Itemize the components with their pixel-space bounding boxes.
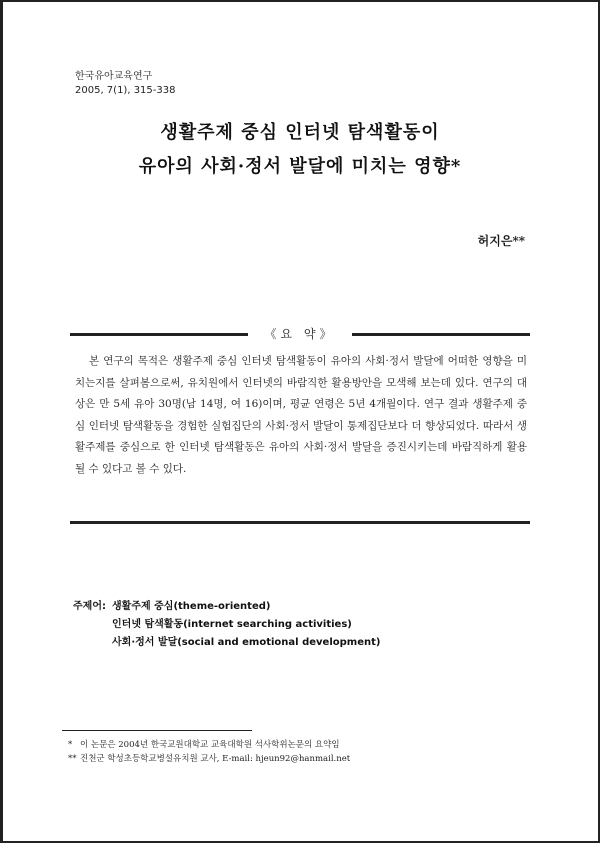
footnote-mark: ** (68, 754, 77, 764)
footnotes (68, 738, 350, 766)
keyword-item: 사회·정서 발달(social and emotional development) (112, 637, 381, 648)
footnote (68, 738, 350, 752)
abstract-top-rule-left (70, 333, 248, 336)
journal-info (75, 70, 175, 98)
keyword-row (73, 616, 380, 634)
abstract-body (75, 351, 527, 480)
footnote-text: 진천군 학성초등학교병설유치원 교사, E-mail: hjeun92@hanmail.net (80, 754, 351, 764)
keyword-item: 생활주제 중심(theme-oriented) (112, 601, 271, 612)
keywords-label: 주제어: (73, 601, 106, 612)
abstract-heading: 《요 약》 (264, 327, 336, 341)
keyword-row (73, 634, 380, 652)
journal-citation: 2005, 7(1), 315-338 (75, 85, 176, 96)
journal-name: 한국유아교육연구 (75, 71, 153, 82)
abstract-bottom-rule (70, 521, 530, 524)
footnote-mark: * (68, 740, 73, 750)
abstract-text: 본 연구의 목적은 생활주제 중심 인터넷 탐색활동이 유아의 사회·정서 발달에 어떠한 영향을 미치는지를 살펴봄으로써, 유치원에서 인터넷의 바람직한 활용방안을 모색해 보는데 있다. 연구의 대상은 만 5세 유아 30명(남 14명, 여 16)이며, 평균 연령은 5년 4개월이다. 연구 결과 생활주제 중심 인터넷 탐색활동을 경험한 실험집단의 사회·정서 발달이 통제집단보다 더 향상되었다. 따라서 생활주제를 중심으로 한 인터넷 탐색활동은 유아의 사회·정서 발달을 증진시키는데 바람직하게 활용될 수 있다고 볼 수 있다. (75, 355, 527, 475)
keyword-item: 인터넷 탐색활동(internet searching activities) (112, 619, 352, 630)
footnote-rule (62, 730, 252, 731)
footnote (68, 752, 350, 766)
footnote-text: 이 논문은 2004년 한국교원대학교 교육대학원 석사학위논문의 요약임 (80, 740, 340, 750)
paper-title-line-2: 유아의 사회·정서 발달에 미치는 영향* (138, 156, 462, 177)
keyword-row (73, 598, 380, 616)
author-name: 허지은** (477, 234, 525, 248)
abstract-top-rule-right (352, 333, 530, 336)
paper-title-line-1: 생활주제 중심 인터넷 탐색활동이 (160, 122, 440, 143)
keywords-section (73, 598, 380, 652)
